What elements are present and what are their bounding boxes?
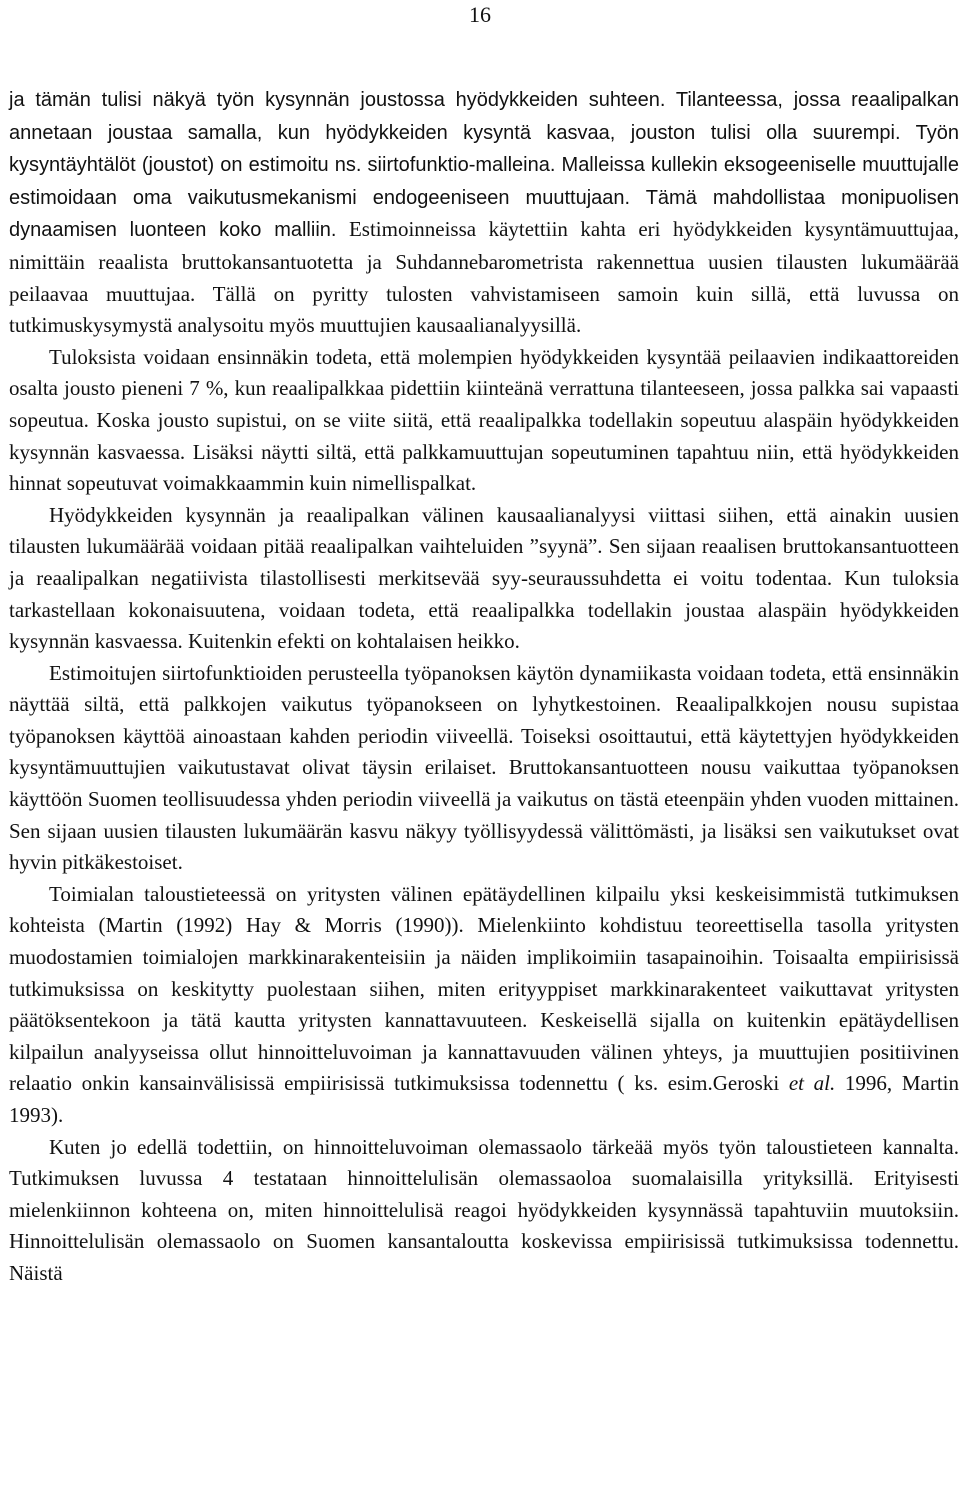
paragraph-1 bbox=[9, 84, 959, 342]
page-number: 16 bbox=[469, 2, 491, 27]
body-text bbox=[9, 84, 959, 1290]
paragraph-5-text: Toimialan taloustieteessä on yritysten välinen epätäydellinen kilpailu yksi keskeisimmistä tutkimuksen kohteista (Martin (1992) Hay & Morris (1990)). Mielenkiinto kohdistuu teoreettisella tasolla yritysten muodostamien toimialojen markkinarakenteisiin ja näiden implikoimiin tasapainoihin. Toisaalta empiirisissä tutkimuksissa on keskitytty puolestaan siihen, miten erityyppiset markkinarakenteet vaikuttavat yritysten päätöksentekoon ja tätä kautta yritysten kannattavuuteen. Keskeisellä sijalla on kuitenkin epätäydellisen kilpailun analyyseissa ollut hinnoitteluvoiman ja kannattavuuden välinen yhteys, ja muuttujien positiivinen relaatio onkin kansainvälisissä empiirisissä tutkimuksissa todennettu ( ks. esim.Geroski bbox=[9, 881, 959, 1096]
paragraph-5-italic: et al. bbox=[788, 1071, 836, 1096]
paragraph-6: Kuten jo edellä todettiin, on hinnoitteluvoiman olemassaolo tärkeää myös työn taloustieteen kannalta. Tutkimuksen luvussa 4 testataan hinnoittelulisän olemassaoloa suomalaisilla yrityksillä. Erityisesti mielenkiinnon kohteena on, miten hinnoittelulisä reagoi hyödykkeiden kysynnässä tapahtuviin muutoksiin. Hinnoittelulisän olemassaolo on Suomen kansantaloutta koskevissa empiirisissä tutkimuksissa todennettu. Näistä bbox=[9, 1134, 959, 1285]
paragraph-5-text-end: 1996, Martin 1993). bbox=[9, 1071, 959, 1127]
paragraph-1-sans-run: ja tämän tulisi näkyä työn kysynnän joustossa hyödykkeiden suhteen. Tilanteessa, jossa reaalipalkan annetaan joustaa samalla, kun hyödykkeiden kysyntä kasvaa, jouston tulisi olla suurempi. Työn kysyntäyhtälöt (joustot) on estimoitu ns. siirtofunktio-malleina. Malleissa kullekin eksogeeniselle muuttujalle estimoidaan oma vaikutusmekanismi endogeeniseen muuttujaan. Tämä mahdollistaa monipuolisen dynaamisen luonteen koko malliin. bbox=[9, 89, 959, 242]
paragraph-3: Hyödykkeiden kysynnän ja reaalipalkan välinen kausaalianalyysi viittasi siihen, että ainakin uusien tilausten lukumäärää voidaan pitää reaalipalkan vaihteluiden ”syynä”. Sen sijaan reaalisen bruttokansantuotteen ja reaalipalkan negatiivista tilastollisesti merkitsevää syy-seuraussuhdetta ei voitu todentaa. Kun tuloksia tarkastellaan kokonaisuutena, voidaan todeta, että reaalipalkka todellakin joustaa alaspäin hyödykkeiden kysynnän kasvaessa. Kuitenkin efekti on kohtalaisen heikko. bbox=[9, 502, 959, 654]
paragraph-1-text: Estimoinneissa käytettiin kahta eri hyödykkeiden kysyntämuuttujaa, nimittäin reaalista bruttokansantuotetta ja Suhdannebarometrista rakennettua uusien tilausten lukumäärää peilaavaa muuttujaa. Tällä on pyritty tulosten vahvistamiseen samoin kuin sillä, että luvussa on tutkimuskysymystä analysoitu myös muuttujien kausaalianalyysillä. bbox=[9, 217, 960, 338]
paragraph-4: Estimoitujen siirtofunktioiden perusteella työpanoksen käytön dynamiikasta voidaan todeta, että ensinnäkin näyttää siltä, että palkkojen vaikutus työpanokseen on lyhytkestoinen. Reaalipalkkojen nousu supistaa työpanoksen käyttöä ainoastaan kahden periodin viiveellä. Toiseksi osoittautui, että käytettyjen hyödykkeiden kysyntämuuttujien vaikutustavat olivat täysin erilaiset. Bruttokansantuotteen nousu vaikuttaa työpanoksen käyttöön Suomen teollisuudessa yhden periodin viiveellä ja vaikutus on tästä eteenpäin yhden vuoden mittainen. Sen sijaan uusien tilausten lukumäärän kasvu näkyy työllisyydessä välittömästi, ja lisäksi sen vaikutukset ovat hyvin pitkäkestoiset. bbox=[9, 660, 959, 875]
paragraph-5 bbox=[9, 879, 959, 1132]
paragraph-2: Tuloksista voidaan ensinnäkin todeta, että molempien hyödykkeiden kysyntää peilaavien indikaattoreiden osalta jousto pieneni 7 %, kun reaalipalkkaa pidettiin kiinteänä verrattuna tilanteeseen, jossa palkka sai vapaasti sopeutua. Koska jousto supistui, on se viite siitä, että reaalipalkka todellakin sopeutuu alaspäin hyödykkeiden kysynnän kasvaessa. Lisäksi näytti siltä, että palkkamuuttujan sopeutuminen tapahtuu niin, että hyödykkeiden hinnat sopeutuvat voimakkaammin kuin nimellispalkat. bbox=[9, 344, 959, 496]
